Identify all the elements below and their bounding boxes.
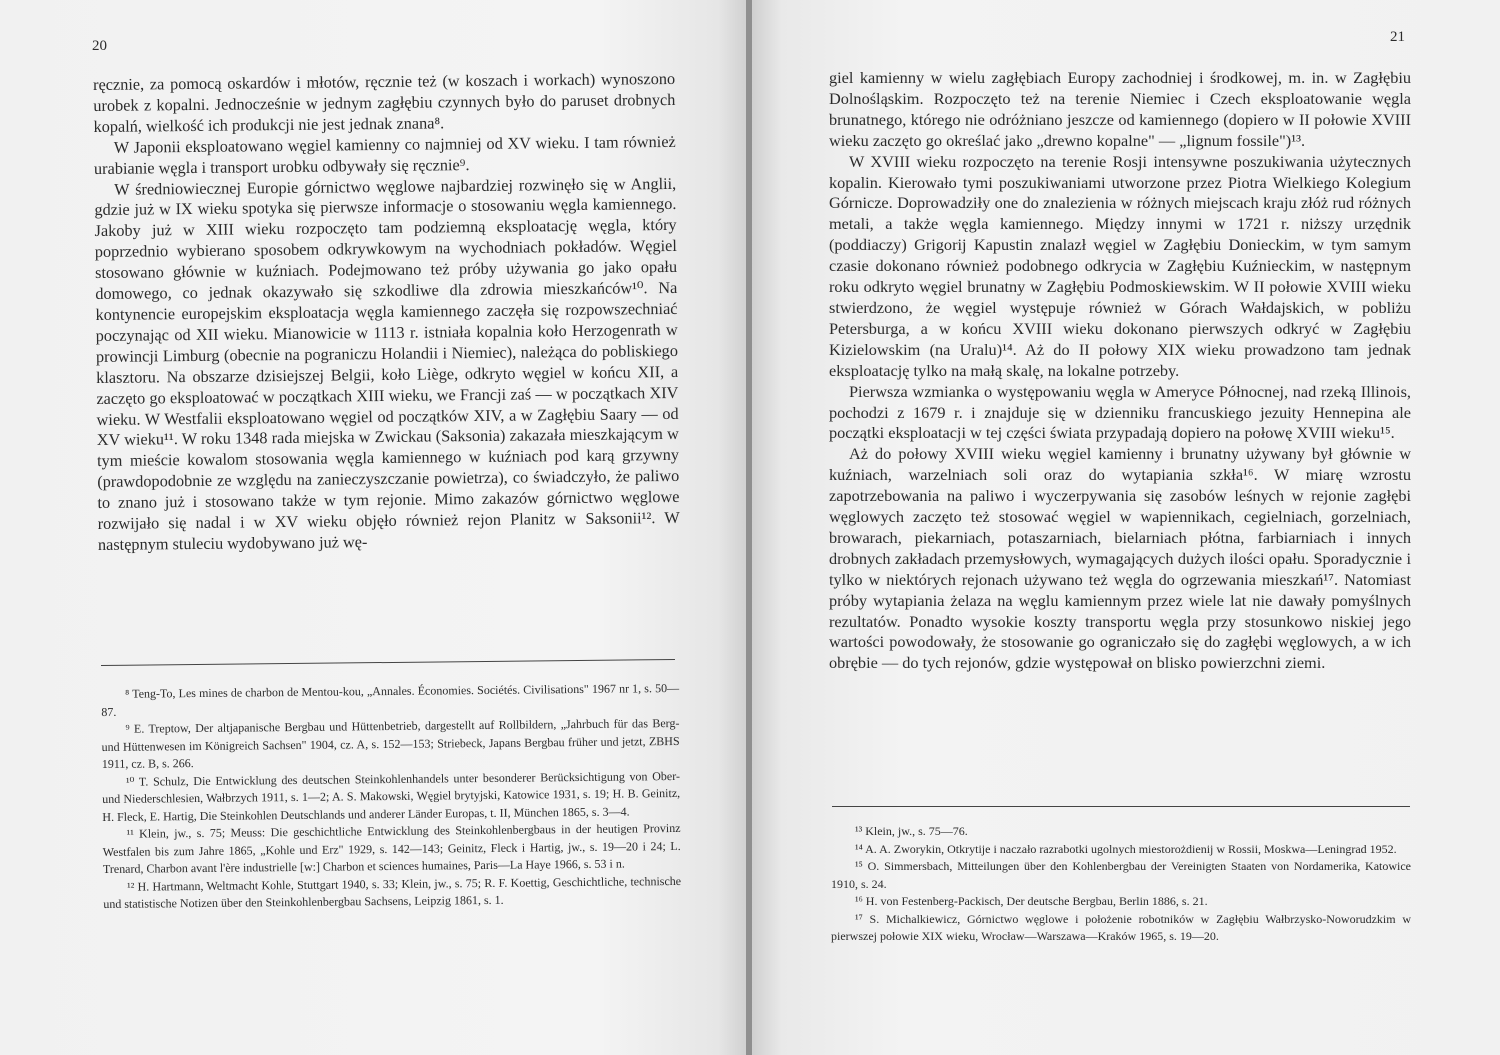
paragraph: Aż do połowy XVIII wieku węgiel kamienny i brunatny używany był głównie w kuźniach, warzelniach soli oraz do wytapiania szkła¹⁶. W miarę wzrostu zapotrzebowania na paliwo i wyczerpywania się zasobów leśnych w rejonie zagłębi węglowych zaczęto też stosować węgiel w wapiennikach, cegielniach, gorzelniach, browarach, piekarniach, potaszarniach, bielarniach płótna, farbiarniach i innych drobnych zakładach przemysłowych, wymagających dużych ilości opału. Sporadycznie i tylko w niektórych rejonach używano też węgla do ogrzewania mieszkań¹⁷. Natomiast próby wytapiania żelaza na węglu kamiennym przez wiele lat nie dawały pomyślnych rezultatów. Ponadto wysokie koszty transportu węgla przy stosunkowo niskiej jego wartości powodowały, że stosowanie go ograniczało się do zagłębi węglowych, a w ich obrębie — do tych rejonów, gdzie występował on blisko powierzchni ziemi. [829, 444, 1411, 673]
footnote: ¹⁷ S. Michalkiewicz, Górnictwo węglowe i położenie robotników w Zagłębiu Wałbrzysko-Noworudzkim w pierwszej połowie XIX wieku, Wrocław—Warszawa—Kraków 1965, s. 19—20. [831, 911, 1411, 943]
right-footnotes [831, 823, 1411, 946]
footnote: ¹⁵ O. Simmersbach, Mitteilungen über den Kohlenbergbau der Vereinigten Staaten von Nordamerika, Katowice 1910, s. 24. [831, 859, 1411, 891]
footnote: ¹³ Klein, jw., s. 75—76. [855, 824, 968, 838]
paragraph: W średniowiecznej Europie górnictwo węglowe najbardziej rozwinęło się w Anglii, gdzie już w IX wieku spotyka się pierwsze informacje o stosowaniu węgla kamiennego. Jakoby już w XIII wieku rozpoczęto tam podziemną eksploatację węgla, który poprzednio wybierano sposobem odkrywkowym na wychodniach pokładów. Węgiel stosowano głównie w kuźniach. Podejmowano też próby używania go jako opału domowego, co jednak okazywało się szkodliwe dla zdrowia mieszkańców¹⁰. Na kontynencie europejskim eksploatacja węgla kamiennego zaczęła się rozpowszechniać poczynając od XII wieku. Mianowicie w 1113 r. istniała kopalnia koło Herzogenrath w prowincji Limburg (obecnie na pograniczu Holandii i Niemiec), należąca do pobliskiego klasztoru. Na obszarze dzisiejszej Belgii, koło Liège, odkryto węgiel w końcu XII, a zaczęto go eksploatować w początkach XIII wieku, we Francji zaś — w początkach XIV wieku. W Westfalii eksploatowano węgiel od początków XIV, a w Zagłębiu Saary — od XV wieku¹¹. W roku 1348 rada miejska w Zwickau (Saksonia) zakazała mieszkającym w tym mieście kowalom stosowania węgla kamiennego w kuźniach pod karą grzywny (prawdopodobnie ze względu na zanieczyszczanie powietrza), co świadczyło, że paliwo to znano już i stosowano także w tym rejonie. Mimo zakazów górnictwo węglowe rozwijało się nadal i w XV wieku objęło również rejon Planitz w Saksonii¹². W następnym stuleciu wydobywano już wę- [94, 173, 680, 554]
left-page-body [93, 69, 680, 556]
left-footnotes [101, 680, 681, 914]
paragraph: W XVIII wieku rozpoczęto na terenie Rosji intensywne poszukiwania użytecznych kopalin. Kierowało tymi poszukiwaniami utworzone przez Piotra Wielkiego Kolegium Górnicze. Doprowadziły one do znalezienia w różnych miejscach kraju złóż rud różnych metali, a także węgla kamiennego. Między innymi w 1721 r. niższy urzędnik (poddiaczy) Grigorij Kapustin znalazł węgiel w Zagłębiu Donieckim, w tym samym czasie dokonano również podobnego odkrycia w Zagłębiu Kuźnieckim, w następnym roku odkryto węgiel brunatny w Zagłębiu Podmoskiewskim. W II połowie XVIII wieku stwierdzono, że węgiel występuje również w Górach Wałdajskich, w pobliżu Petersburga, a w końcu XVIII wieku dokonano pierwszych odkryć w Zagłębiu Kizielowskim (na Uralu)¹⁴. Aż do II połowy XIX wieku prowadzono tam jednak eksploatację tylko na małą skalę, na lokalne potrzeby. [829, 151, 1411, 380]
footnote-divider [832, 806, 1410, 807]
footnote: ⁹ E. Treptow, Der altjapanische Bergbau und Hüttenbetrieb, dargestellt auf Rollbildern, „Jahrbuch für das Berg- und Hüttenwesen im Königreich Sachsen" 1904, cz. A, s. 152—153; Striebeck, Japans Bergbau früher und jetzt, ZBHS 1911, cz. B, s. 266. [101, 715, 680, 771]
footnote: ¹⁶ H. von Festenberg-Packisch, Der deutsche Bergbau, Berlin 1886, s. 21. [855, 894, 1208, 908]
paragraph: giel kamienny w wielu zagłębiach Europy zachodniej i środkowej, m. in. w Zagłębiu Dolnośląskim. Rozpoczęto też na terenie Niemiec i Czech eksploatowanie węgla brunatnego, którego nie odróżniano jeszcze od kamiennego (dopiero w II połowie XVIII wieku zaczęto go określać jako „drewno kopalne" — „lignum fossile")¹³. [829, 68, 1411, 150]
right-page-body [829, 68, 1411, 674]
paragraph: Pierwsza wzmianka o występowaniu węgla w Ameryce Północnej, nad rzeką Illinois, pochodzi z 1679 r. i znajduje się w dzienniku francuskiego jezuity Hennepina ale początki eksploatacji w tej części świata przypadają dopiero na połowę XVIII wieku¹⁵. [829, 381, 1411, 443]
footnote: ¹⁴ A. A. Zworykin, Otkrytije i naczało razrabotki ugolnych miestorożdienij w Rossii, Moskwa—Leningrad 1952. [855, 841, 1397, 856]
footnote-divider [101, 659, 675, 666]
footnote: ¹² H. Hartmann, Weltmacht Kohle, Stuttgart 1940, s. 33; Klein, jw., s. 75; R. F. Koettig, Geschichtliche, technische und statistische Notizen über den Steinkohlenbergbau Sachsens, Leipzig 1861, s. 1. [103, 873, 682, 911]
paragraph: ręcznie, za pomocą oskardów i młotów, ręcznie też (w koszach i workach) wynoszono urobek z kopalni. Jednocześnie w jednym zagłębiu czynnych było do paruset drobnych kopalń, wielkość ich produkcji nie jest jednak znana⁸. [93, 68, 676, 136]
footnote: ⁸ Teng-To, Les mines de charbon de Mentou-kou, „Annales. Économies. Sociétés. Civilisations" 1967 nr 1, s. 50—87. [101, 680, 680, 719]
page-number-right: 21 [1390, 29, 1405, 45]
page-number-left: 20 [92, 38, 107, 54]
footnote: ¹⁰ T. Schulz, Die Entwicklung des deutschen Steinkohlenhandels unter besonderer Berücksichtigung von Ober- und Niederschlesien, Wałbrzych 1911, s. 1—2; A. S. Makowski, Węgiel brytyjski, Katowice 1931, s. 19; H. B. Geinitz, H. Fleck, E. Hartig, Die Steinkohlen Deutschlands und anderer Länder Europas, t. II, München 1865, s. 3—4. [102, 768, 681, 824]
right-page [752, 0, 1500, 1055]
left-page [0, 0, 748, 1055]
footnote: ¹¹ Klein, jw., s. 75; Meuss: Die geschichtliche Entwicklung des Steinkohlenbergbaus in der heutigen Provinz Westfalen bis zum Jahre 1865, „Kohle und Erz" 1929, s. 142—143; Geinitz, Fleck i Hartig, jw., s. 19—20 i 24; L. Trenard, Charbon avant l'ère industrielle [w:] Charbon et sciences humaines, Paris—La Haye 1966, s. 53 i n. [102, 820, 681, 876]
paragraph: W Japonii eksploatowano węgiel kamienny co najmniej od XV wieku. I tam również urabianie węgla i transport urobku odbywały się ręcznie⁹. [93, 131, 676, 178]
